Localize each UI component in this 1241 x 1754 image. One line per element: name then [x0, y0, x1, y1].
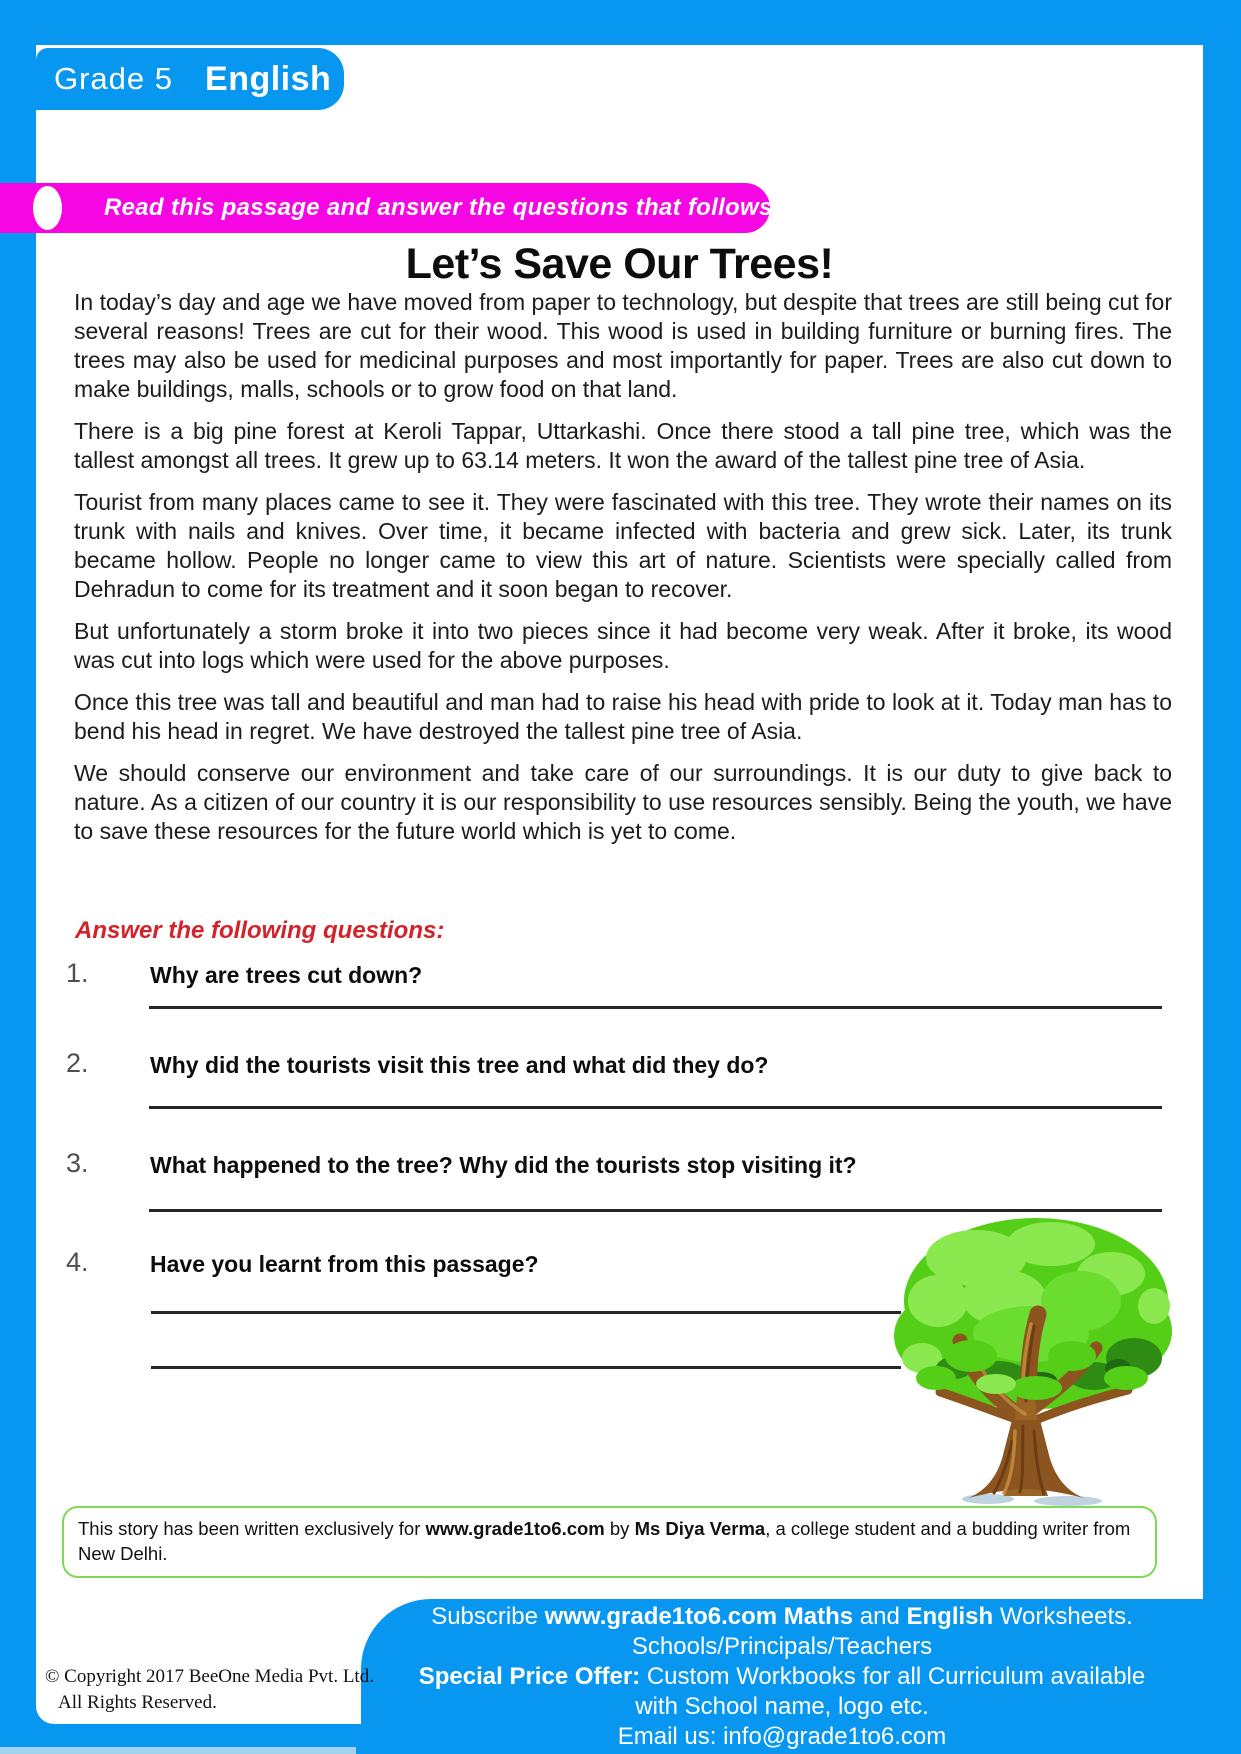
footer-and: and	[853, 1603, 907, 1630]
credit-prefix: This story has been written exclusively for	[78, 1518, 426, 1539]
paragraph-5: Once this tree was tall and beautiful and man had to raise his head with pride to look at it. Today man has to bend his head in regret. We have destroyed the tallest pine tree of Asia.	[74, 689, 1172, 744]
paragraph-4: But unfortunately a storm broke it into two pieces since it had become very weak. After it broke, its wood was cut into logs which were used for the above purposes.	[74, 618, 1172, 673]
copyright-text	[45, 1664, 374, 1716]
passage-body	[74, 288, 1172, 846]
credit-middle: by	[604, 1518, 635, 1539]
footer-email-line: Email us: info@grade1to6.com	[617, 1723, 947, 1750]
footer-english: English	[906, 1603, 994, 1630]
footer-worksheets: Worksheets.	[993, 1603, 1133, 1630]
question-1-number: 1.	[66, 958, 89, 988]
credit-note-box	[62, 1506, 1157, 1578]
paragraph-1: In today’s day and age we have moved from paper to technology, but despite that trees are still being cut for several reasons! Trees are cut for their wood. This wood is used in building furniture or burning fires. The trees may also be used for medicinal purposes and most importantly for paper. Trees are also cut down to make buildings, malls, schools or to grow food on that land.	[74, 289, 1172, 402]
footer-audience-line: Schools/Principals/Teachers	[631, 1633, 933, 1660]
footer-offer-rest: Custom Workbooks for all Curriculum available	[640, 1663, 1146, 1690]
grade-label: Grade 5	[54, 61, 174, 96]
question-4-number: 4.	[66, 1247, 89, 1277]
instruction-text: Read this passage and answer the questions that follows.	[104, 194, 780, 221]
credit-author: Ms Diya Verma	[634, 1518, 766, 1539]
footer-text	[361, 1602, 1203, 1752]
footer-site-maths: www.grade1to6.com Maths	[544, 1603, 854, 1630]
footer-offer-line	[361, 1662, 1203, 1692]
instruction-banner	[0, 183, 780, 233]
question-2-number: 2.	[66, 1048, 89, 1078]
paragraph-3: Tourist from many places came to see it. They were fascinated with this tree. They wrote their names on its trunk with nails and knives. Over time, it became infected with bacteria and grew sick. Later, its trunk became hollow. People no longer came to view this art of nature. Scientists were specially called from Dehradun to come for its treatment and it soon began to recover.	[74, 489, 1172, 602]
passage-title: Let’s Save Our Trees!	[405, 240, 834, 288]
question-3-text: What happened to the tree? Why did the tourists stop visiting it?	[150, 1152, 857, 1178]
grade-subject-badge	[36, 48, 344, 110]
tree-illustration	[876, 1206, 1176, 1516]
answer-line-q4b	[151, 1366, 901, 1369]
page-edge-artifact	[0, 1747, 356, 1754]
copyright-line-1: © Copyright 2017 BeeOne Media Pvt. Ltd.	[45, 1666, 374, 1687]
footer-subscribe-prefix: Subscribe	[431, 1603, 545, 1630]
paragraph-6: We should conserve our environment and take care of our surroundings. It is our duty to give back to nature. As a citizen of our country it is our responsibility to use resources sensibly. Being the youth, we have to save these resources for the future world which is yet to come.	[74, 760, 1172, 844]
questions-heading: Answer the following questions:	[75, 917, 445, 944]
subject-label: English	[205, 59, 332, 98]
credit-note-text	[64, 1508, 1155, 1574]
copyright-line-2: All Rights Reserved.	[58, 1692, 217, 1713]
footer-offer-label: Special Price Offer:	[418, 1663, 641, 1690]
answer-line-q4a	[151, 1311, 901, 1314]
answer-line-q1	[149, 1006, 1162, 1009]
question-1-text: Why are trees cut down?	[150, 962, 423, 988]
question-3-number: 3.	[66, 1148, 89, 1178]
answer-line-q2	[149, 1106, 1162, 1109]
bullet-oval-icon	[33, 186, 62, 230]
paragraph-2: There is a big pine forest at Keroli Tappar, Uttarkashi. Once there stood a tall pine tree, which was the tallest amongst all trees. It grew up to 63.14 meters. It won the award of the tallest pine tree of Asia.	[74, 418, 1172, 473]
footer-school-line: with School name, logo etc.	[635, 1693, 929, 1720]
question-4-text: Have you learnt from this passage?	[150, 1251, 539, 1277]
question-2-text: Why did the tourists visit this tree and what did they do?	[150, 1052, 769, 1078]
credit-site: www.grade1to6.com	[425, 1518, 605, 1539]
footer-subscribe-line	[361, 1602, 1203, 1632]
credit-suffix: , a college student and a budding writer from New Delhi.	[78, 1518, 1131, 1564]
